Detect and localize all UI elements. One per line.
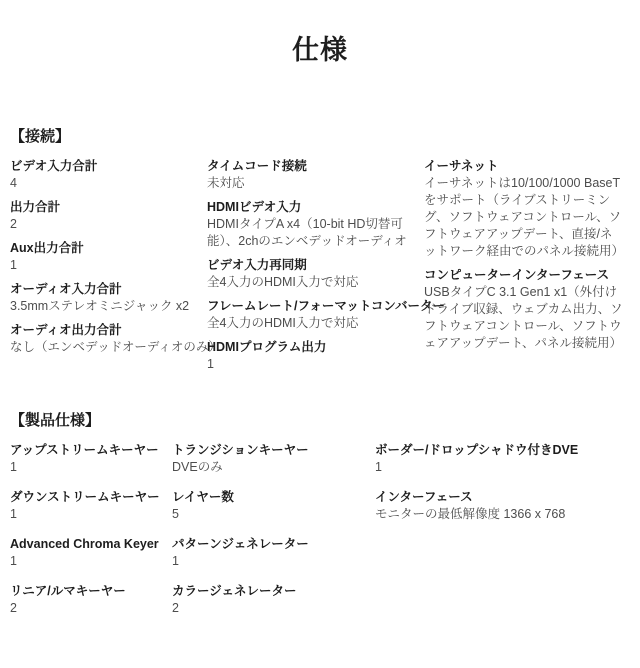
spec-value: 1 xyxy=(10,460,17,474)
spec-value: モニターの最低解像度 1366 x 768 xyxy=(375,507,566,521)
spec-value: 1 xyxy=(375,460,382,474)
spec-item xyxy=(207,198,418,250)
spec-item xyxy=(10,321,221,356)
spec-item xyxy=(10,198,201,233)
spec-value: 全4入力のHDMI入力で対応 xyxy=(207,275,359,289)
spec-section xyxy=(10,125,630,379)
spec-column xyxy=(375,441,630,629)
spec-label: HDMIビデオ入力 xyxy=(207,200,302,214)
spec-label: アップストリームキーヤー xyxy=(10,443,159,457)
spec-label: リニア/ルマキーヤー xyxy=(10,584,126,598)
spec-label: Advanced Chroma Keyer xyxy=(10,537,159,551)
spec-page xyxy=(0,28,640,629)
spec-item xyxy=(375,441,624,476)
spec-label: Aux出力合計 xyxy=(10,241,84,255)
spec-item xyxy=(10,441,166,476)
spec-label: 出力合計 xyxy=(10,200,61,214)
spec-column xyxy=(207,157,445,379)
spec-item xyxy=(10,239,201,274)
spec-label: オーディオ入力合計 xyxy=(10,282,122,296)
spec-item xyxy=(172,582,369,617)
spec-value: 1 xyxy=(207,357,214,371)
spec-item xyxy=(207,338,418,373)
spec-value: 2 xyxy=(10,601,17,615)
spec-section xyxy=(10,409,630,629)
spec-label: トランジションキーヤー xyxy=(172,443,309,457)
spec-label: HDMIプログラム出力 xyxy=(207,340,327,354)
spec-item xyxy=(172,441,369,476)
spec-item xyxy=(424,157,624,260)
spec-content xyxy=(0,125,640,629)
section-heading: 【接続】 xyxy=(10,128,71,145)
spec-value: USBタイプC 3.1 Gen1 x1（外付けドライブ収録、ウェブカム出力、ソフトウェアコントロール、ソフトウェアアップデート、パネル接続用） xyxy=(424,285,623,350)
spec-value: 1 xyxy=(10,258,17,272)
spec-label: タイムコード接続 xyxy=(207,159,307,173)
spec-grid xyxy=(10,441,630,629)
spec-value: 全4入力のHDMI入力で対応 xyxy=(207,316,359,330)
spec-label: ビデオ入力再同期 xyxy=(207,258,307,272)
spec-value: イーサネットは10/100/1000 BaseTをサポート（ライブストリーミング、ソフトウェアコントロール、ソフトウェアアップデート、直接/ネットワーク経由でのパネル接続用） xyxy=(424,176,625,258)
spec-item xyxy=(207,256,418,291)
spec-value: なし（エンベデッドオーディオのみ） xyxy=(10,340,221,354)
spec-item xyxy=(172,488,369,523)
spec-label: ビデオ入力合計 xyxy=(10,159,98,173)
spec-item xyxy=(10,535,166,570)
spec-item xyxy=(424,266,624,352)
spec-column xyxy=(172,441,375,629)
spec-value: 未対応 xyxy=(207,176,245,190)
spec-item xyxy=(375,488,624,523)
spec-value: 1 xyxy=(172,554,179,568)
spec-item xyxy=(10,157,201,192)
spec-column xyxy=(424,157,630,379)
spec-column xyxy=(10,441,172,629)
spec-value: 1 xyxy=(10,507,17,521)
spec-value: 2 xyxy=(172,601,179,615)
section-heading: 【製品仕様】 xyxy=(10,412,101,429)
spec-item xyxy=(172,535,369,570)
spec-label: ダウンストリームキーヤー xyxy=(10,490,160,504)
spec-value: HDMIタイプA x4（10-bit HD切替可能）、2chのエンベデッドオーディオ xyxy=(207,217,407,248)
spec-label: コンピューターインターフェース xyxy=(424,268,610,282)
spec-label: イーサネット xyxy=(424,159,499,173)
spec-label: カラージェネレーター xyxy=(172,584,297,598)
page-title: 仕様 xyxy=(292,35,348,65)
spec-value: 5 xyxy=(172,507,179,521)
spec-label: フレームレート/フォーマットコンバーター xyxy=(207,299,445,313)
spec-label: ボーダー/ドロップシャドウ付きDVE xyxy=(375,443,579,457)
spec-item xyxy=(10,488,166,523)
spec-item xyxy=(207,297,445,332)
spec-value: 3.5mmステレオミニジャック x2 xyxy=(10,299,190,313)
spec-item xyxy=(10,582,166,617)
spec-item xyxy=(10,280,201,315)
spec-value: 1 xyxy=(10,554,17,568)
spec-value: DVEのみ xyxy=(172,460,223,474)
spec-label: パターンジェネレーター xyxy=(172,537,309,551)
spec-label: オーディオ出力合計 xyxy=(10,323,122,337)
spec-column xyxy=(10,157,221,379)
spec-grid xyxy=(10,157,630,379)
spec-label: レイヤー数 xyxy=(172,490,234,504)
spec-value: 2 xyxy=(10,217,17,231)
spec-value: 4 xyxy=(10,176,17,190)
spec-label: インターフェース xyxy=(375,490,473,504)
spec-item xyxy=(207,157,418,192)
